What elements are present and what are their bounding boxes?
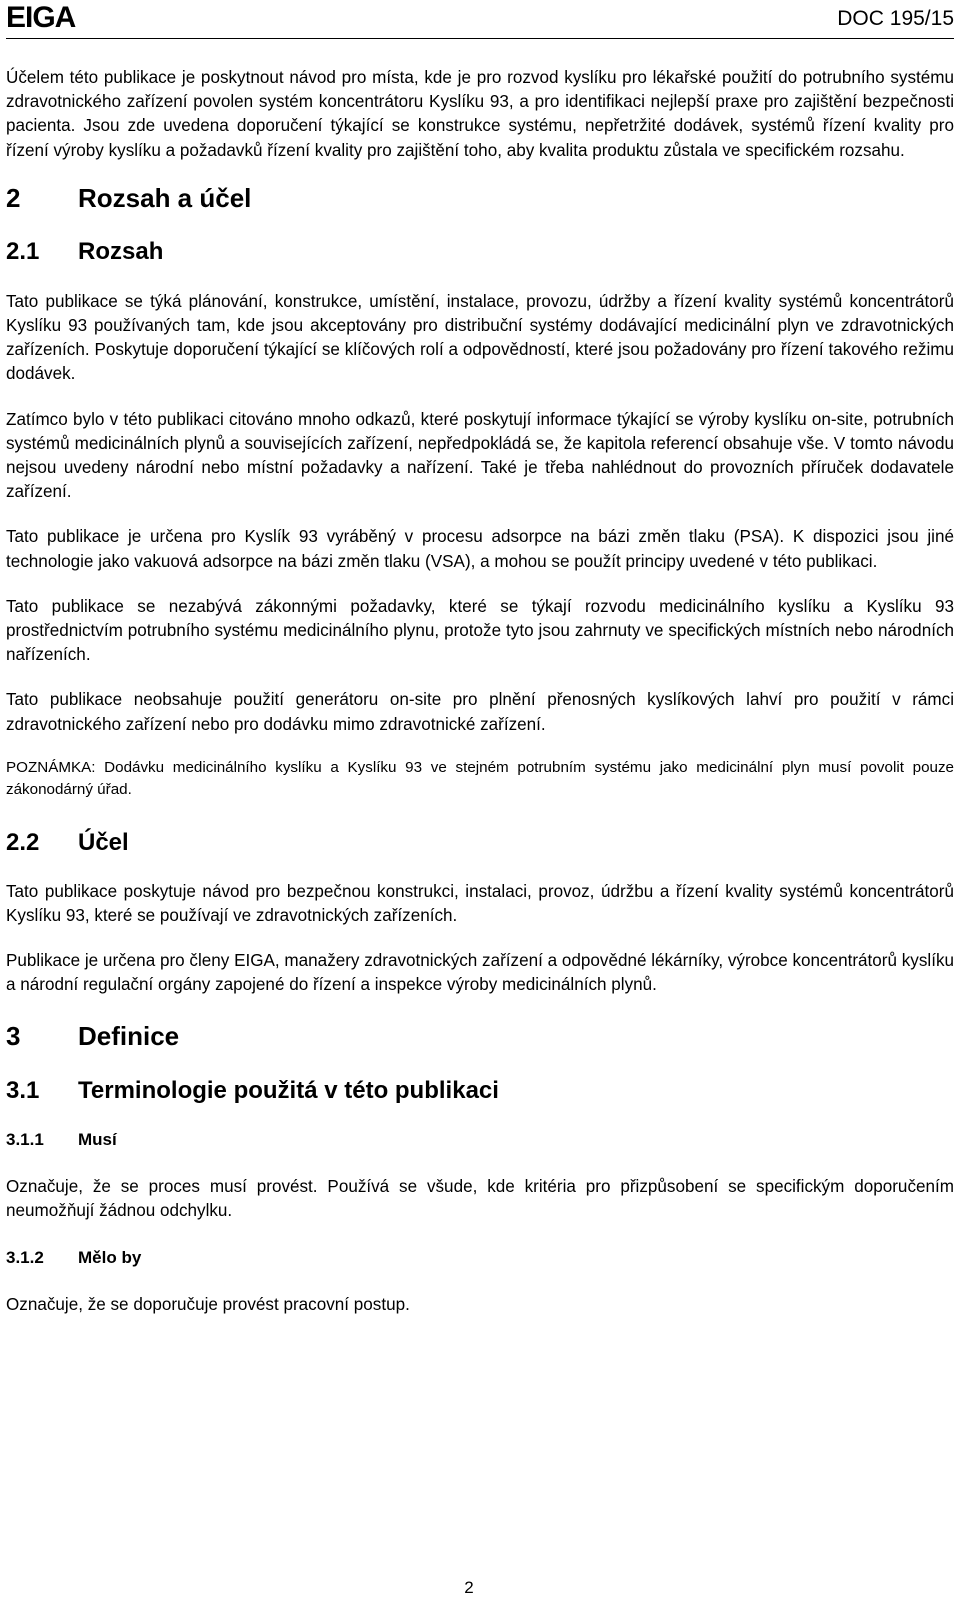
heading-title: Rozsah — [78, 237, 164, 265]
heading-section-3 — [6, 1021, 954, 1051]
scope-paragraph-3: Tato publikace je určena pro Kyslík 93 vyráběný v procesu adsorpce na bázi změn tlaku (PSA). K dispozici jsou jiné technologie jako vakuová adsorpce na bázi změn tlaku (VSA), a mohou se použít principy uvedené v této publikaci. — [6, 527, 954, 571]
heading-title: Mělo by — [78, 1248, 142, 1268]
note-paragraph: POZNÁMKA: Dodávku medicinálního kyslíku a Kyslíku 93 ve stejném potrubním systému jako medicinální plyn musí povolit pouze zákonodárný úřad. — [6, 758, 954, 799]
header-divider — [6, 38, 954, 39]
scope-paragraph-5: Tato publikace neobsahuje použití generátoru on-site pro plnění přenosných kyslíkových lahví pro použití v rámci zdravotnického zařízení nebo pro dodávku mimo zdravotnické zařízení. — [6, 690, 954, 734]
heading-section-3-1 — [6, 1077, 954, 1105]
heading-number: 2.2 — [6, 828, 40, 856]
intro-paragraph: Účelem této publikace je poskytnout návod pro místa, kde je pro rozvod kyslíku pro lékařské použití do potrubního systému zdravotnického zařízení povolen systém koncentrátoru Kyslíku 93, a pro identifikaci nejlepší praxe pro zajištění bezpečnosti pacienta. Jsou zde uvedena doporučení týkající se konstrukce systému, nepřetržité dodávek, systémů řízení kvality pro řízení výroby kyslíku a požadavků řízení kvality pro zajištění toho, aby kvalita produktu zůstala ve specifickém rozsahu. — [6, 68, 954, 160]
heading-number: 3 — [6, 1020, 21, 1051]
scope-paragraph-4: Tato publikace se nezabývá zákonnými požadavky, které se týkají rozvodu medicinálního kyslíku a Kyslíku 93 prostřednictvím potrubního systému medicinálního plynu, protože tyto jsou zahrnuty ve specifických místních nebo národních nařízeních. — [6, 596, 954, 665]
heading-title: Musí — [78, 1129, 117, 1149]
heading-number: 3.1.2 — [6, 1248, 44, 1268]
heading-section-3-1-1 — [6, 1129, 954, 1151]
definition-melo-by: Označuje, že se doporučuje provést pracovní postup. — [6, 1295, 410, 1315]
heading-title: Účel — [78, 828, 129, 856]
heading-section-2 — [6, 183, 954, 213]
purpose-paragraph-2: Publikace je určena pro členy EIGA, manažery zdravotnických zařízení a odpovědné lékárníky, výrobce koncentrátorů kyslíku a národní regulační orgány zapojené do řízení a inspekce výroby medicinálních plynů. — [6, 951, 954, 995]
heading-title: Rozsah a účel — [78, 182, 252, 213]
purpose-paragraph-1: Tato publikace poskytuje návod pro bezpečnou konstrukci, instalaci, provoz, údržbu a řízení kvality systémů koncentrátorů Kyslíku 93, které se používají ve zdravotnických zařízeních. — [6, 881, 954, 926]
definition-musi: Označuje, že se proces musí provést. Používá se všude, kde kritéria pro přizpůsobení se specifickým doporučením neumožňují žádnou odchylku. — [6, 1176, 954, 1220]
page-content — [6, 66, 954, 1317]
document-number: DOC 195/15 — [837, 7, 954, 30]
heading-number: 2 — [6, 182, 21, 213]
eiga-logo: EIGA — [6, 1, 76, 34]
heading-number: 2.1 — [6, 237, 40, 265]
page-number: 2 — [464, 1578, 474, 1597]
scope-paragraph-1: Tato publikace se týká plánování, konstrukce, umístění, instalace, provozu, údržby a řízení kvality systémů koncentrátorů Kyslíku 93 používaných tam, kde jsou akceptovány pro distribuční systémy dodávající medicinální plyn ve zdravotnických zařízeních. Poskytuje doporučení týkající se klíčových rolí a odpovědností, které jsou požadovány pro řízení takového režimu dodávek. — [6, 291, 954, 384]
heading-number: 3.1 — [6, 1076, 40, 1104]
heading-section-3-1-2 — [6, 1247, 954, 1269]
page-header — [6, 0, 960, 40]
heading-section-2-2 — [6, 829, 954, 857]
heading-title: Terminologie použitá v této publikaci — [78, 1076, 499, 1104]
scope-paragraph-2: Zatímco bylo v této publikaci citováno mnoho odkazů, které poskytují informace týkající se výroby kyslíku on-site, potrubních systémů medicinálních plynů a souvisejících zařízení, nepředpokládá se, že kapitola referencí obsahuje vše. V tomto návodu nejsou uvedeny národní nebo místní požadavky a nařízení. Také je třeba nahlédnout do provozních příruček dodavatele zařízení. — [6, 409, 954, 502]
heading-number: 3.1.1 — [6, 1129, 44, 1149]
heading-section-2-1 — [6, 238, 954, 266]
heading-title: Definice — [78, 1020, 180, 1051]
